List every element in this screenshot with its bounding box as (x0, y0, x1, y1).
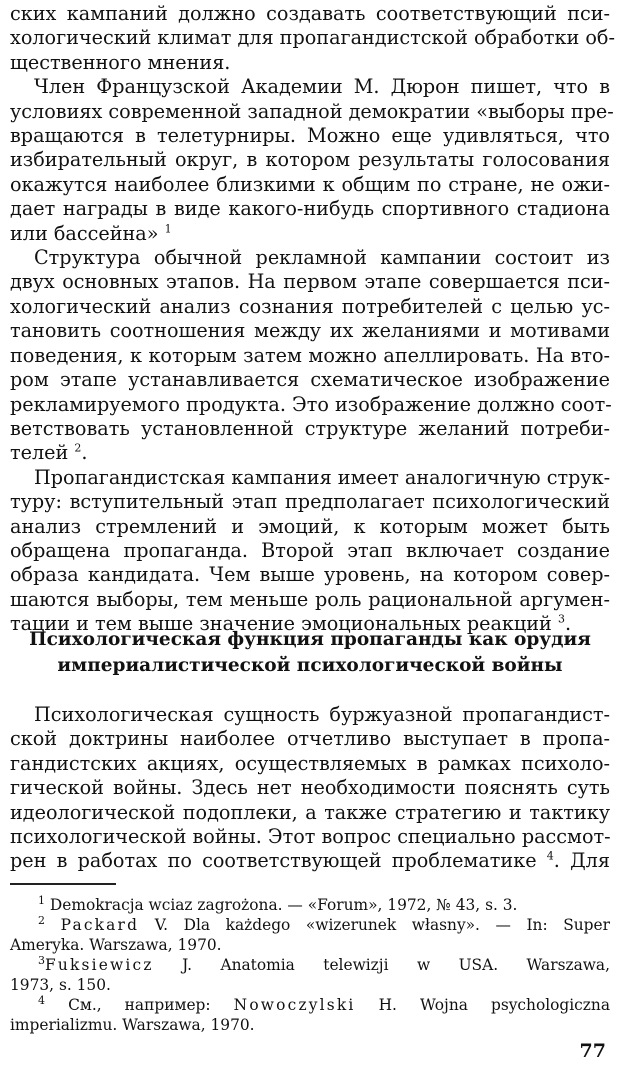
section-text (10, 703, 610, 874)
footnote-4 (10, 995, 610, 1015)
footnote-3 (10, 955, 610, 975)
heading-line: империалистической психологической войны (57, 655, 563, 676)
footnote-author: Packard (60, 916, 140, 934)
footnote-text: J. Anatomia telewizji w USA. Warszawa, (182, 956, 610, 974)
footnote-ref: 2 (74, 441, 82, 455)
section-heading (10, 627, 610, 679)
text-continuation: Для (570, 849, 610, 873)
text-line: туру: вступительный этап предполагает психологический (10, 490, 610, 514)
text-line: ских кампаний должно создавать соответствующий пси- (10, 2, 610, 25)
text-line: дает награды в виде какого-нибудь спортивного стадиона (10, 197, 610, 221)
text-line: ской доктрины наиболее отчетливо выступает в пропа- (10, 727, 610, 751)
text-line: условиях современной западной демократии «выборы пре- (10, 99, 614, 123)
paragraph-2 (10, 75, 614, 246)
footnote-1 (10, 895, 610, 915)
footnote-text: Demokracja wciaz zagrożona. — «Forum», 1972, № 43, s. 3. (49, 896, 518, 914)
text-line: психологической войны. Этот вопрос специально рассмот- (10, 825, 611, 849)
footnote-2-cont: Ameryka. Warszawa, 1970. (10, 936, 222, 954)
footnote-ref: 4 (546, 850, 554, 864)
paragraph-4 (10, 466, 610, 637)
heading-line: Психологическая функция пропаганды как орудия (29, 629, 591, 650)
paragraph-1 (10, 2, 615, 75)
footnote-2 (10, 915, 610, 935)
text-line-content: телей (10, 441, 69, 465)
text-line-content: или бассейна» (10, 221, 159, 245)
text-line: вращаются в телетурниры. Можно еще удивляться, что (10, 124, 610, 148)
text-line: тановить соотношения между их желаниями и мотивами (10, 319, 610, 343)
text-line: хологический климат для пропагандистской обработки об- (10, 26, 615, 50)
text-line: гической войны. Здесь нет необходимости пояснять суть (10, 776, 610, 800)
footnote-prefix: См., например: (68, 996, 211, 1014)
text-line: шаются выборы, тем меньше роль рациональной аргумен- (10, 587, 610, 611)
footnote-divider (10, 883, 116, 885)
text-line: рен в работах по соответствующей проблематике $^4$. Для (10, 849, 610, 873)
page-number: 77 (579, 1040, 606, 1062)
text-line-content: тации и тем выше значение эмоциональных реакций (10, 612, 552, 636)
text-line: Член Французской Академии М. Дюрон пишет, что в (34, 75, 610, 99)
text-line: двух основных этапов. На первом этапе совершается пси- (10, 270, 610, 294)
text-line: телей $^2$. (10, 441, 88, 465)
text-line: образа кандидата. Чем выше уровень, на котором совер- (10, 563, 610, 587)
text-line: избирательный округ, в котором результаты голосования (10, 148, 610, 172)
footnote-number: 1 (38, 893, 45, 907)
paragraph-3 (10, 246, 610, 466)
main-text (10, 2, 615, 637)
text-line: Пропагандистская кампания имеет аналогичную струк- (34, 465, 611, 489)
text-line: обращена пропаганда. Второй этап включает создание (10, 538, 610, 562)
text-line: щественного мнения. (10, 50, 231, 74)
text-line-content: рен в работах по соответствующей проблематике (10, 849, 537, 873)
footnote-4-cont: imperializmu. Warszawa, 1970. (10, 1016, 255, 1034)
footnote-author: Nowoczylski (233, 996, 356, 1014)
text-line: Психологическая сущность буржуазной пропагандист- (34, 703, 610, 726)
text-line (10, 222, 610, 246)
footnote-text: H. Wojna psychologiczna (378, 996, 610, 1014)
text-line: окажутся наиболее близкими к общим по стране, не ожи- (10, 172, 610, 196)
footnote-text: V. Dla każdego «wizerunek własny». — In: Super (154, 916, 610, 934)
text-line: Структура обычной рекламной кампании состоит из (34, 246, 610, 270)
text-line: анализ стремлений и эмоций, к которым может быть (10, 514, 610, 538)
footnote-number: 4 (38, 993, 45, 1007)
text-line: ром этапе устанавливается схематическое изображение (10, 368, 610, 392)
footnote-number: 3 (38, 953, 45, 967)
footnote-3-cont: 1973, s. 150. (10, 976, 111, 994)
footnote-number: 2 (38, 913, 45, 927)
footnotes (10, 895, 610, 1035)
footnote-ref: 3 (557, 612, 565, 626)
text-line: поведения, к которым затем можно апеллировать. На вто- (10, 343, 610, 367)
text-line: ветствовать установленной структуре желаний потреби- (10, 416, 610, 440)
text-line: хологический анализ сознания потребителей с целью ус- (10, 294, 610, 318)
text-line: гандистских акциях, осуществляемых в рамках психоло- (10, 751, 610, 775)
text-line: идеологической подоплеки, а также стратегию и тактику (10, 800, 610, 824)
footnote-author: Fuksiewicz (45, 956, 154, 974)
text-line: рекламируемого продукта. Это изображение должно соот- (10, 392, 612, 416)
footnote-ref: 1 (164, 222, 172, 236)
text-line: тации и тем выше значение эмоциональных реакций $^3$. (10, 612, 572, 636)
